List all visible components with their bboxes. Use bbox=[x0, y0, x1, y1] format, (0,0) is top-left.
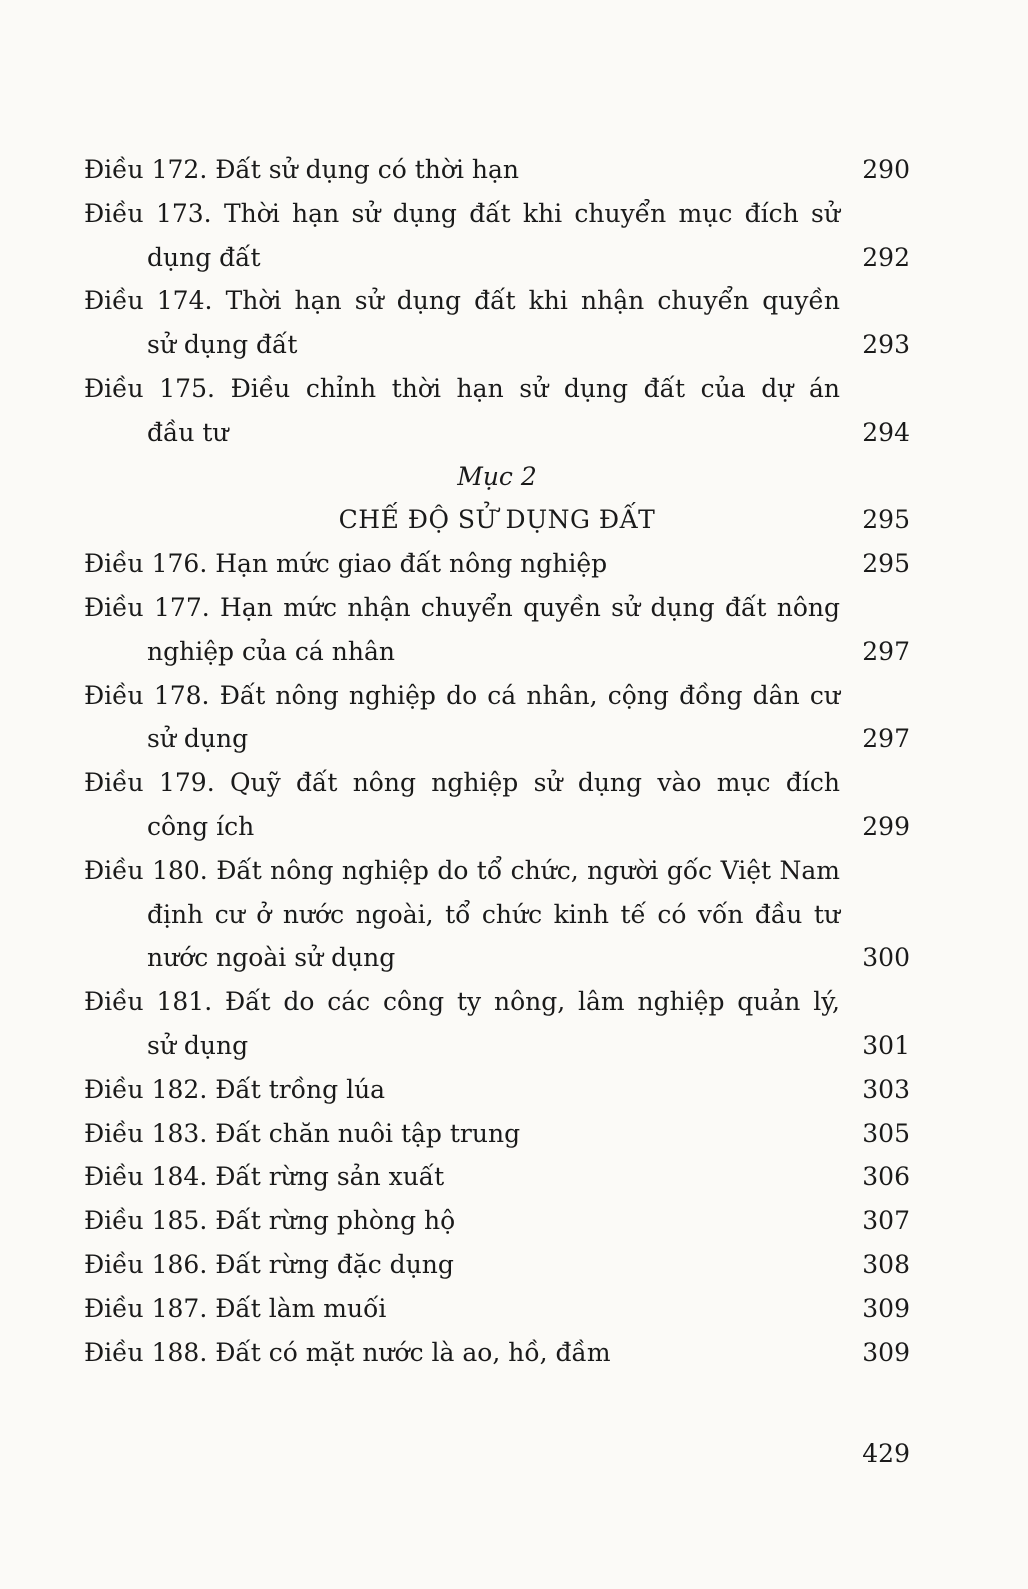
toc-entry-title-continuation: sử dụng đất bbox=[147, 330, 298, 360]
toc-entry-page-number: 309 bbox=[862, 1293, 910, 1323]
toc-entry-title-continuation: dụng đất bbox=[147, 242, 261, 272]
toc-entry bbox=[84, 1243, 910, 1287]
toc-entry bbox=[84, 1199, 910, 1243]
toc-entry-page-number: 290 bbox=[862, 155, 910, 184]
toc-entry-page-number: 305 bbox=[862, 1118, 910, 1148]
toc-entries-before-section bbox=[84, 148, 910, 455]
toc-entry-label: Điều 183. bbox=[84, 1118, 208, 1148]
toc-entry bbox=[84, 761, 910, 849]
toc-entry-page-number: 294 bbox=[862, 417, 910, 447]
toc-entry-title-continuation: đầu tư bbox=[147, 417, 229, 447]
table-of-contents bbox=[84, 148, 910, 1374]
toc-entry-title: Hạn mức nhận chuyển quyền sử dụng đất nông bbox=[220, 592, 840, 622]
toc-entry-title: Thời hạn sử dụng đất khi nhận chuyển quyền bbox=[225, 286, 840, 316]
toc-entry bbox=[84, 980, 910, 1068]
toc-entry-label: Điều 176. bbox=[84, 549, 208, 579]
toc-entry-page-number: 301 bbox=[862, 1030, 910, 1060]
toc-entry-title: Điều chỉnh thời hạn sử dụng đất của dự án bbox=[230, 373, 840, 403]
toc-entry-title: Đất chăn nuôi tập trung bbox=[215, 1118, 521, 1148]
toc-entry-page-number: 308 bbox=[862, 1249, 910, 1279]
toc-entry-page-number: 299 bbox=[862, 811, 910, 841]
toc-entry-label: Điều 179. bbox=[84, 768, 215, 798]
toc-entry bbox=[84, 849, 910, 980]
toc-entry-page-number: 306 bbox=[862, 1162, 910, 1192]
toc-entry bbox=[84, 1287, 910, 1331]
toc-entry-title-continuation: nước ngoài sử dụng bbox=[147, 943, 396, 973]
toc-entry-label: Điều 188. bbox=[84, 1337, 208, 1367]
toc-entry-label: Điều 184. bbox=[84, 1162, 208, 1192]
toc-entry bbox=[84, 542, 910, 586]
toc-entry-label: Điều 174. bbox=[84, 286, 213, 316]
section-heading bbox=[84, 455, 910, 543]
toc-entry bbox=[84, 192, 910, 280]
toc-entry bbox=[84, 1112, 910, 1156]
toc-entry-title: Đất có mặt nước là ao, hồ, đầm bbox=[215, 1337, 611, 1367]
toc-entry bbox=[84, 1068, 910, 1112]
toc-entry-label: Điều 173. bbox=[84, 198, 212, 228]
toc-entry-page-number: 297 bbox=[862, 724, 910, 754]
section-number: Mục 2 bbox=[457, 461, 537, 491]
folio-page-number: 429 bbox=[862, 1439, 910, 1468]
toc-entry-title: Đất nông nghiệp do cá nhân, cộng đồng dân cư bbox=[219, 680, 840, 710]
toc-entry-label: Điều 187. bbox=[84, 1293, 208, 1323]
toc-entry-page-number: 303 bbox=[862, 1074, 910, 1104]
toc-entry-title: Đất nông nghiệp do tổ chức, người gốc Việt Nam bbox=[216, 855, 840, 885]
toc-entry-page-number: 295 bbox=[862, 549, 910, 579]
toc-entry-title: Đất rừng đặc dụng bbox=[215, 1249, 454, 1279]
toc-entry-label: Điều 178. bbox=[84, 680, 210, 710]
toc-entry bbox=[84, 1155, 910, 1199]
toc-entry-page-number: 300 bbox=[862, 943, 910, 973]
toc-entry-page-number: 309 bbox=[862, 1337, 910, 1367]
toc-entry-page-number: 292 bbox=[862, 242, 910, 272]
toc-entry bbox=[84, 1331, 910, 1375]
toc-entry-label: Điều 186. bbox=[84, 1249, 208, 1279]
toc-entry-title-continuation: nghiệp của cá nhân bbox=[147, 636, 395, 666]
toc-entry-title: Đất rừng sản xuất bbox=[215, 1162, 445, 1192]
toc-entry-label: Điều 175. bbox=[84, 373, 215, 403]
toc-entry-title-continuation: sử dụng bbox=[147, 724, 249, 754]
toc-entry-label: Điều 182. bbox=[84, 1074, 208, 1104]
toc-entry bbox=[84, 148, 910, 192]
toc-entry-label: Điều 180. bbox=[84, 855, 208, 885]
toc-entry bbox=[84, 586, 910, 674]
toc-entry-title: Đất trồng lúa bbox=[215, 1074, 386, 1104]
toc-entry bbox=[84, 279, 910, 367]
toc-entry-title: Hạn mức giao đất nông nghiệp bbox=[215, 549, 608, 579]
toc-entries-after-section bbox=[84, 542, 910, 1374]
toc-entry bbox=[84, 367, 910, 455]
toc-entry-title: Đất rừng phòng hộ bbox=[215, 1206, 456, 1236]
toc-entry-page-number: 297 bbox=[862, 636, 910, 666]
toc-entry-title: Đất do các công ty nông, lâm nghiệp quản lý, bbox=[225, 987, 840, 1017]
toc-entry-label: Điều 177. bbox=[84, 592, 210, 622]
section-page-number: 295 bbox=[862, 505, 910, 535]
toc-entry-title-continuation: sử dụng bbox=[147, 1030, 249, 1060]
toc-entry-label: Điều 172. bbox=[84, 155, 208, 184]
section-title: CHẾ ĐỘ SỬ DỤNG ĐẤT bbox=[338, 505, 656, 535]
toc-entry-title-continuation: công ích bbox=[147, 811, 255, 841]
toc-entry-title: Thời hạn sử dụng đất khi chuyển mục đích sử bbox=[223, 198, 840, 228]
toc-entry-page-number: 293 bbox=[862, 330, 910, 360]
toc-entry-title: Đất sử dụng có thời hạn bbox=[215, 155, 520, 184]
toc-entry-label: Điều 181. bbox=[84, 987, 213, 1017]
toc-entry-title: Đất làm muối bbox=[215, 1293, 387, 1323]
toc-entry-page-number: 307 bbox=[862, 1206, 910, 1236]
toc-entry-label: Điều 185. bbox=[84, 1206, 208, 1236]
toc-entry-title-continuation: định cư ở nước ngoài, tổ chức kinh tế có vốn đầu tư bbox=[147, 899, 840, 929]
toc-entry bbox=[84, 674, 910, 762]
toc-entry-title: Quỹ đất nông nghiệp sử dụng vào mục đích bbox=[229, 768, 840, 798]
